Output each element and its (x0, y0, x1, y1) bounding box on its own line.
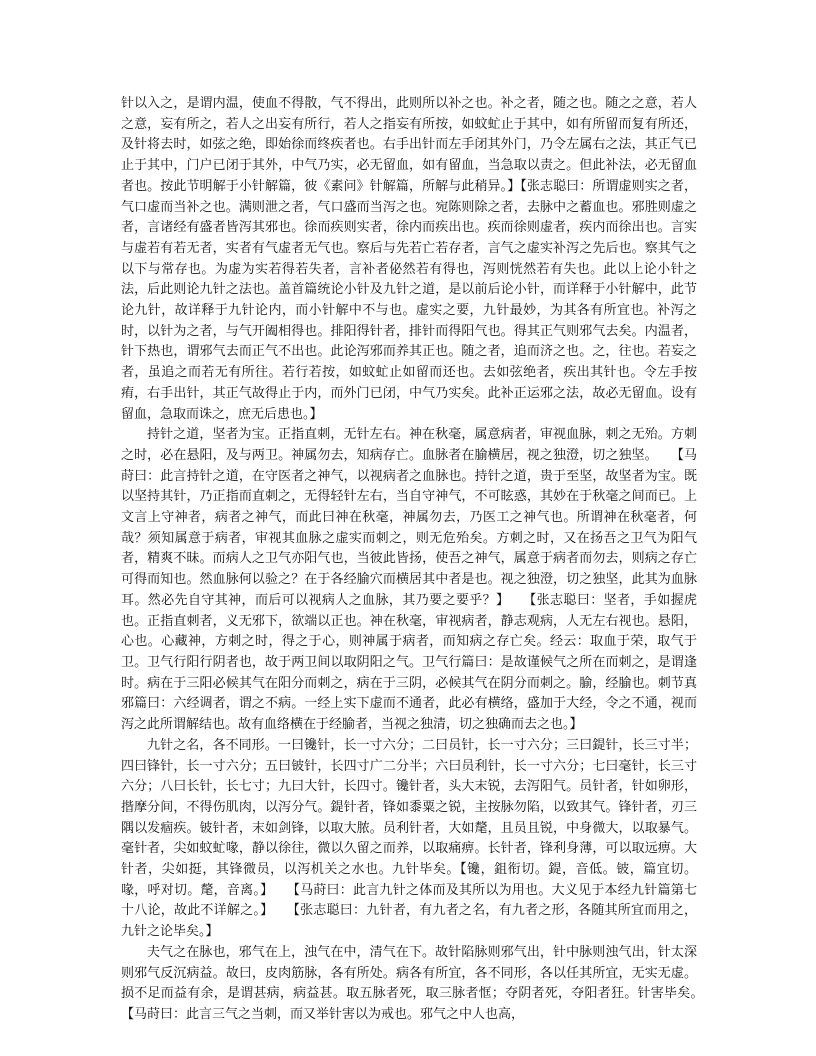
paragraph: 九针之名，各不同形。一曰镵针，长一寸六分；二曰员针，长一寸六分；三曰鍉针，长三寸半；四曰锋针，长一寸六分；五曰铍针，长四寸广二分半；六曰员利针，长一寸六分；七曰毫针，长三寸六分；八曰长针，长七寸；九曰大针，长四寸。镵针者，头大末锐，去泻阳气。员针者，针如卵形，揩摩分间，不得伤肌肉，以泻分气。鍉针者，锋如黍粟之锐，主按脉勿陷，以致其气。锋针者，刃三隅以发痼疾。铍针者，末如剑锋，以取大脓。员利针者，大如氂，且员且锐，中身微大，以取暴气。毫针者，尖如蚊虻喙，静以徐往，微以久留之而养，以取痛痹。长针者，锋利身薄，可以取远痹。大针者，尖如挺，其锋微员，以泻机关之水也。九针毕矣。【镵，鉏衔切。鍉，音低。铍，篇宜切。喙，呼对切。氂，音离。】 【马莳曰：此言九针之体而及其所以为用也。大义见于本经九针篇第七十八论，故此不详解之。】 【张志聪曰：九针者，有九者之名，有九者之形，各随其所宜而用之，九针之论毕矣。】 (121, 737, 697, 940)
paragraph: 针以入之，是谓内温，使血不得散，气不得出，此则所以补之也。补之者，随之也。随之之意，若人之意，妄有所之，若人之出妄有所行，若人之指妄有所按，如蚊虻止于其中，如有所留而复有所还，及针将去时，如弦之绝，即始徐而终疾者也。右手出针而左手闭其外门，乃令左属右之法，其正气已止于其中，门户已闭于其外，中气乃实，必无留血，如有留血，当急取以责之。但此补法，必无留血者也。按此节明解于小针解篇，彼《素问》针解篇，所解与此稍异。】【张志聪曰：所谓虚则实之者，气口虚而当补之也。满则泄之者，气口盛而当泻之也。宛陈则除之者，去脉中之蓄血也。邪胜则虚之者，言诸经有盛者皆泻其邪也。徐而疾则实者，徐内而疾出也。疾而徐则虚者，疾内而徐出也。言实与虚若有若无者，实者有气虚者无气也。察后与先若亡若存者，言气之虚实补泻之先后也。察其气之以下与常存也。为虚为实若得若失者，言补者佖然若有得也，泻则恍然若有失也。此以上论小针之法，后此则论九针之法也。盖首篇统论小针及九针之道，是以前后论小针，而详释于小针解中，此节论九针，故详释于九针论内，而小针解中不与也。虚实之要，九针最妙，为其各有所宜也。补泻之时，以针为之者，与气开阖相得也。排阳得针者，排针而得阳气也。得其正气则邪气去矣。内温者，针下热也，谓邪气去而正气不出也。此论泻邪而养其正也。随之者，追而济之也。之，往也。若妄之者，虽追之而若无有所往。若行若按，如蚊虻止如留而还也。去如弦绝者，疾出其针也。令左手按痏，右手出针，其正气故得止于内，而外门已闭，中气乃实矣。此补正运邪之法，故必无留血。设有留血，急取而诛之，庶无后患也。】 (121, 96, 697, 422)
document-page (121, 94, 724, 1026)
paragraph: 持针之道，坚者为宝。正指直刺，无针左右。神在秋毫，属意病者，审视血脉，刺之无殆。方刺之时，必在悬阳，及与两卫。神属勿去，知病存亡。血脉者在腧横居，视之独澄，切之独坚。 【马莳曰：此言持针之道，在守医者之神气，以视病者之血脉也。持针之道，贵于至坚，故坚者为宝。既以坚持其针，乃正指而直刺之，无得轻针左右，当自守神气，不可眩惑，其妙在于秋毫之间而已。上文言上守神者，病者之神气，而此曰神在秋毫，神属勿去，乃医工之神气也。所谓神在秋毫者，何哉？须知属意于病者，审视其血脉之虚实而刺之，则无危殆矣。方刺之时，又在扬吾之卫气为阳气者，精爽不昧。而病人之卫气亦阳气也，当彼此皆扬，使吾之神气，属意于病者而勿去，则病之存亡可得而知也。然血脉何以验之？在于各经腧穴而横居其中者是也。视之独澄，切之独坚，此其为血脉耳。然必先自守其神，而后可以视病人之血脉，其乃要之要乎？】 【张志聪曰：坚者，手如握虎也。正指直刺者，义无邪下，欲端以正也。神在秋毫，审视病者，静志观病，人无左右视也。悬阳，心也。心藏神，方刺之时，得之于心，则神属于病者，而知病之存亡矣。经云：取血于荣，取气于卫。卫气行阳行阴者也，故于两卫间以取阴阳之气。卫气行篇曰：是故谨候气之所在而刺之，是谓逢时。病在于三阳必候其气在阳分而刺之，病在于三阴，必候其气在阴分而刺之。腧，经腧也。刺节真邪篇曰：六经调者，谓之不病。一经上实下虚而不通者，此必有横络，盛加于大经，令之不通，视而泻之此所谓解结也。故有血络横在于经腧者，当视之独清，切之独确而去之也。】 (121, 427, 697, 733)
paragraph: 夫气之在脉也，邪气在上，浊气在中，清气在下。故针陷脉则邪气出，针中脉则浊气出，针太深则邪气反沉病益。故曰，皮肉筋脉，各有所处。病各有所宜，各不同形，各以任其所宜，无实无虚。损不足而益有余，是谓甚病，病益甚。取五脉者死，取三脉者恇；夺阴者死，夺阳者狂。针害毕矣。 【马莳曰：此言三气之当刺，而又举针害以为戒也。邪气之中人也高， (121, 944, 724, 1022)
